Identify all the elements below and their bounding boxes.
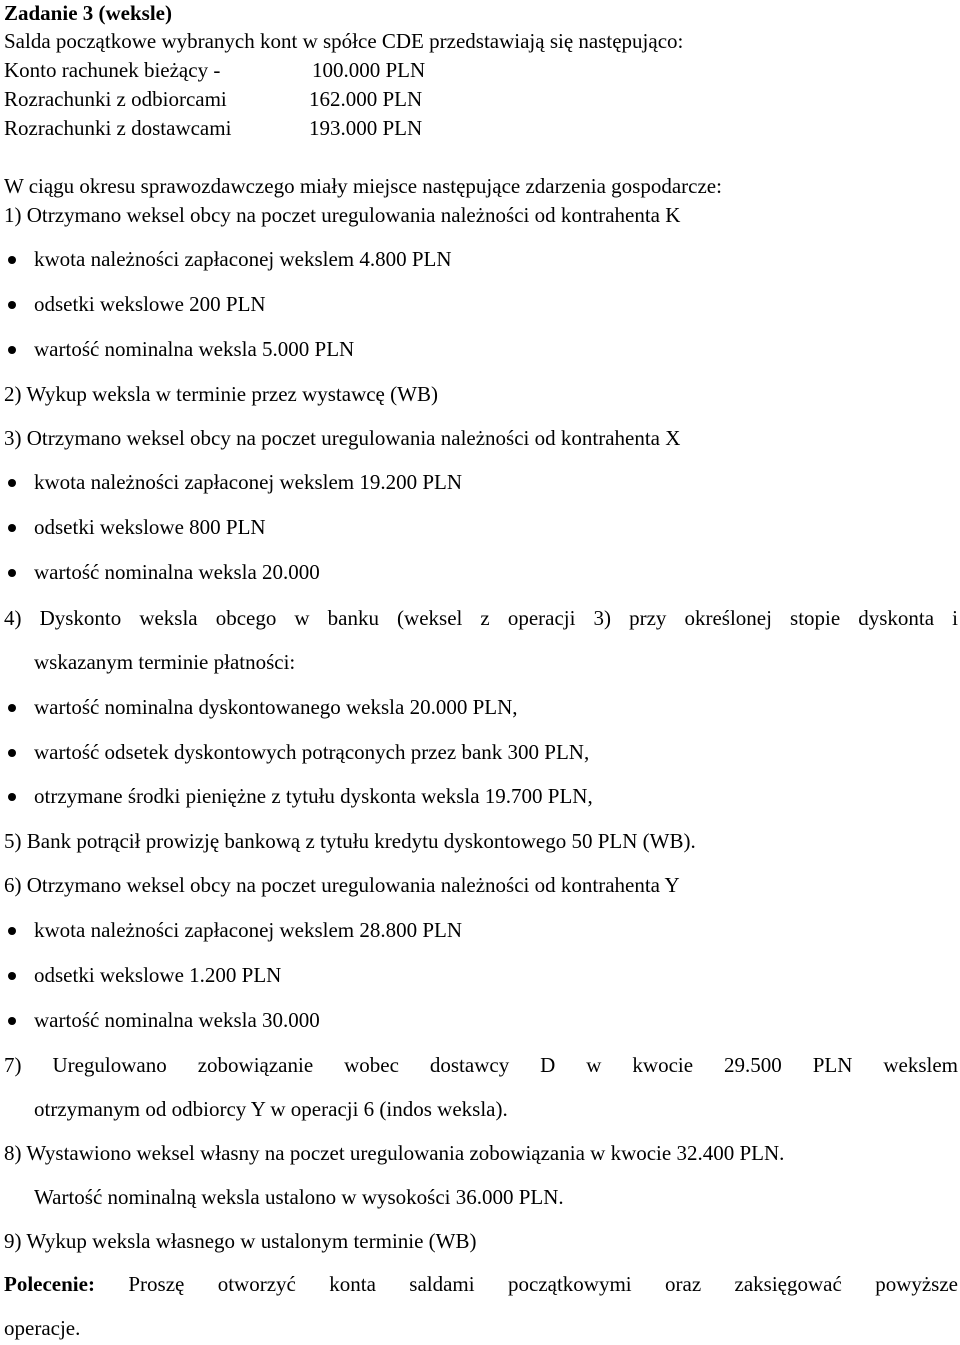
bullet-icon (8, 749, 16, 757)
event-item: 3) Otrzymano weksel obcy na poczet uregulowania należności od kontrahenta X (4, 426, 681, 450)
bullet-icon (8, 793, 16, 801)
command-continuation: operacje. (4, 1316, 81, 1340)
bullet-icon (8, 346, 16, 354)
command-text: Proszę otworzyć konta saldami początkowymi oraz zaksięgować powyższe (128, 1272, 959, 1296)
balance-label: Rozrachunki z odbiorcami (4, 87, 227, 111)
event-detail: odsetki wekslowe 1.200 PLN (34, 963, 282, 987)
bullet-icon (8, 569, 16, 577)
event-detail: wartość odsetek dyskontowych potrąconych przez bank 300 PLN, (34, 740, 590, 764)
event-detail: wartość nominalna weksla 20.000 (34, 560, 320, 584)
bullet-icon (8, 524, 16, 532)
event-item: 9) Wykup weksla własnego w ustalonym terminie (WB) (4, 1229, 477, 1253)
balance-label: Rozrachunki z dostawcami (4, 116, 232, 140)
intro-text: Salda początkowe wybranych kont w spółce CDE przedstawiają się następująco: (4, 29, 684, 53)
balance-label: Konto rachunek bieżący - (4, 58, 221, 82)
event-item: 5) Bank potrącił prowizję bankową z tytułu kredytu dyskontowego 50 PLN (WB). (4, 829, 696, 853)
event-detail: otrzymane środki pieniężne z tytułu dyskonta weksla 19.700 PLN, (34, 784, 593, 808)
event-detail: wartość nominalna weksla 5.000 PLN (34, 337, 355, 361)
bullet-icon (8, 479, 16, 487)
bullet-icon (8, 301, 16, 309)
event-item: 1) Otrzymano weksel obcy na poczet uregulowania należności od kontrahenta K (4, 203, 681, 227)
balance-value: 100.000 PLN (312, 58, 426, 82)
event-detail: odsetki wekslowe 800 PLN (34, 515, 266, 539)
event-detail: wartość nominalna weksla 30.000 (34, 1008, 320, 1032)
event-item-continuation: otrzymanym od odbiorcy Y w operacji 6 (indos weksla). (34, 1097, 508, 1121)
event-item: 7) Uregulowano zobowiązanie wobec dostawcy D w kwocie 29.500 PLN wekslem (4, 1053, 958, 1077)
bullet-icon (8, 256, 16, 264)
event-item-continuation: wskazanym terminie płatności: (34, 650, 296, 674)
event-detail: wartość nominalna dyskontowanego weksla 20.000 PLN, (34, 695, 518, 719)
event-detail: kwota należności zapłaconej wekslem 19.200 PLN (34, 470, 463, 494)
event-item-continuation: Wartość nominalną weksla ustalono w wysokości 36.000 PLN. (34, 1185, 564, 1209)
bullet-icon (8, 1017, 16, 1025)
command-line (4, 1270, 958, 1299)
event-item: 4) Dyskonto weksla obcego w banku (weksel z operacji 3) przy określonej stopie dyskonta i (4, 606, 958, 630)
bullet-icon (8, 927, 16, 935)
event-item: 8) Wystawiono weksel własny na poczet uregulowania zobowiązania w kwocie 32.400 PLN. (4, 1141, 785, 1165)
event-item: 6) Otrzymano weksel obcy na poczet uregulowania należności od kontrahenta Y (4, 873, 680, 897)
event-detail: odsetki wekslowe 200 PLN (34, 292, 266, 316)
balance-value: 162.000 PLN (309, 87, 423, 111)
event-detail: kwota należności zapłaconej wekslem 4.800 PLN (34, 247, 452, 271)
command-label: Polecenie: (4, 1272, 95, 1296)
bullet-icon (8, 972, 16, 980)
events-intro: W ciągu okresu sprawozdawczego miały miejsce następujące zdarzenia gospodarcze: (4, 174, 722, 198)
event-item: 2) Wykup weksla w terminie przez wystawcę (WB) (4, 382, 438, 406)
task-title: Zadanie 3 (weksle) (4, 1, 172, 25)
balance-value: 193.000 PLN (309, 116, 423, 140)
event-detail: kwota należności zapłaconej wekslem 28.800 PLN (34, 918, 463, 942)
bullet-icon (8, 704, 16, 712)
